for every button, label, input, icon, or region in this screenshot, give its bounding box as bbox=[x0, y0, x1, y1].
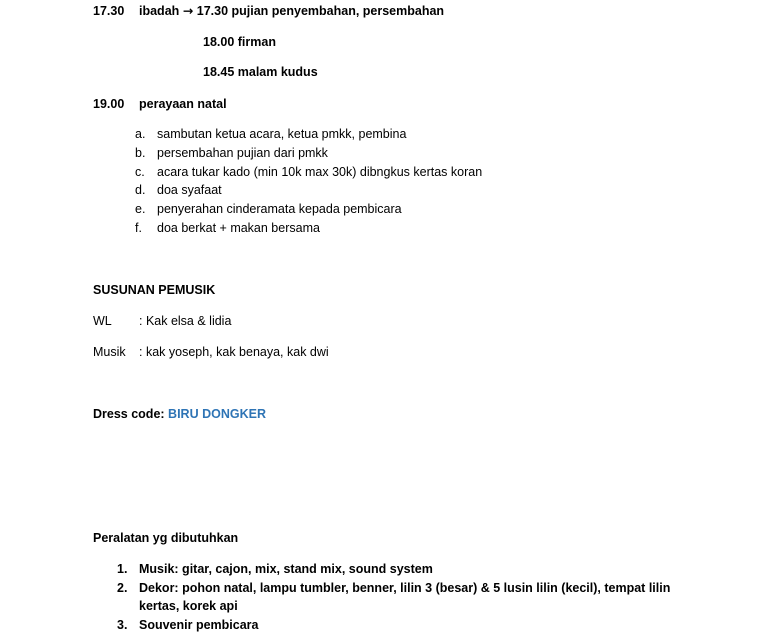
list-item: doa syafaat bbox=[157, 183, 222, 197]
list-marker: a. bbox=[135, 127, 146, 141]
section-heading: SUSUNAN PEMUSIK bbox=[93, 283, 216, 297]
schedule-subitem: 18.00 firman bbox=[203, 35, 276, 49]
list-item: Musik: gitar, cajon, mix, stand mix, sound system bbox=[139, 562, 433, 576]
list-marker: b. bbox=[135, 146, 146, 160]
pemusik-value: : Kak elsa & lidia bbox=[139, 314, 232, 328]
list-item: Souvenir pembicara bbox=[139, 618, 259, 632]
dress-code bbox=[93, 406, 266, 422]
pemusik-label: WL bbox=[93, 314, 112, 328]
dress-code-label: Dress code: bbox=[93, 407, 165, 421]
list-marker: f. bbox=[135, 221, 142, 235]
section-heading: Peralatan yg dibutuhkan bbox=[93, 531, 239, 545]
pemusik-value: : kak yoseph, kak benaya, kak dwi bbox=[139, 345, 329, 359]
arrow-right-icon: → bbox=[182, 3, 194, 18]
pemusik-label: Musik bbox=[93, 345, 126, 359]
list-item: acara tukar kado (min 10k max 30k) dibngkus kertas koran bbox=[157, 165, 483, 179]
list-item: penyerahan cinderamata kepada pembicara bbox=[157, 202, 402, 216]
schedule-time: 17.30 bbox=[93, 4, 125, 18]
list-marker: 1. bbox=[117, 562, 128, 576]
schedule-subitem: 18.45 malam kudus bbox=[203, 65, 318, 79]
list-item: Dekor: pohon natal, lampu tumbler, benner, lilin 3 (besar) & 5 lusin lilin (kecil), tempat lilin bbox=[139, 581, 671, 595]
list-item-continuation: kertas, korek api bbox=[139, 599, 238, 613]
schedule-detail: 17.30 pujian penyembahan, persembahan bbox=[196, 4, 445, 18]
list-item: doa berkat + makan bersama bbox=[157, 221, 320, 235]
list-item: persembahan pujian dari pmkk bbox=[157, 146, 328, 160]
list-marker: e. bbox=[135, 202, 146, 216]
list-marker: d. bbox=[135, 183, 146, 197]
list-item: sambutan ketua acara, ketua pmkk, pembina bbox=[157, 127, 407, 141]
list-marker: 2. bbox=[117, 581, 128, 595]
schedule-title: perayaan natal bbox=[139, 97, 227, 111]
list-marker: 3. bbox=[117, 618, 128, 632]
list-marker: c. bbox=[135, 165, 145, 179]
dress-code-value: BIRU DONGKER bbox=[168, 407, 266, 421]
schedule-title-row bbox=[139, 3, 444, 19]
schedule-title: ibadah bbox=[139, 4, 180, 18]
schedule-time: 19.00 bbox=[93, 97, 125, 111]
